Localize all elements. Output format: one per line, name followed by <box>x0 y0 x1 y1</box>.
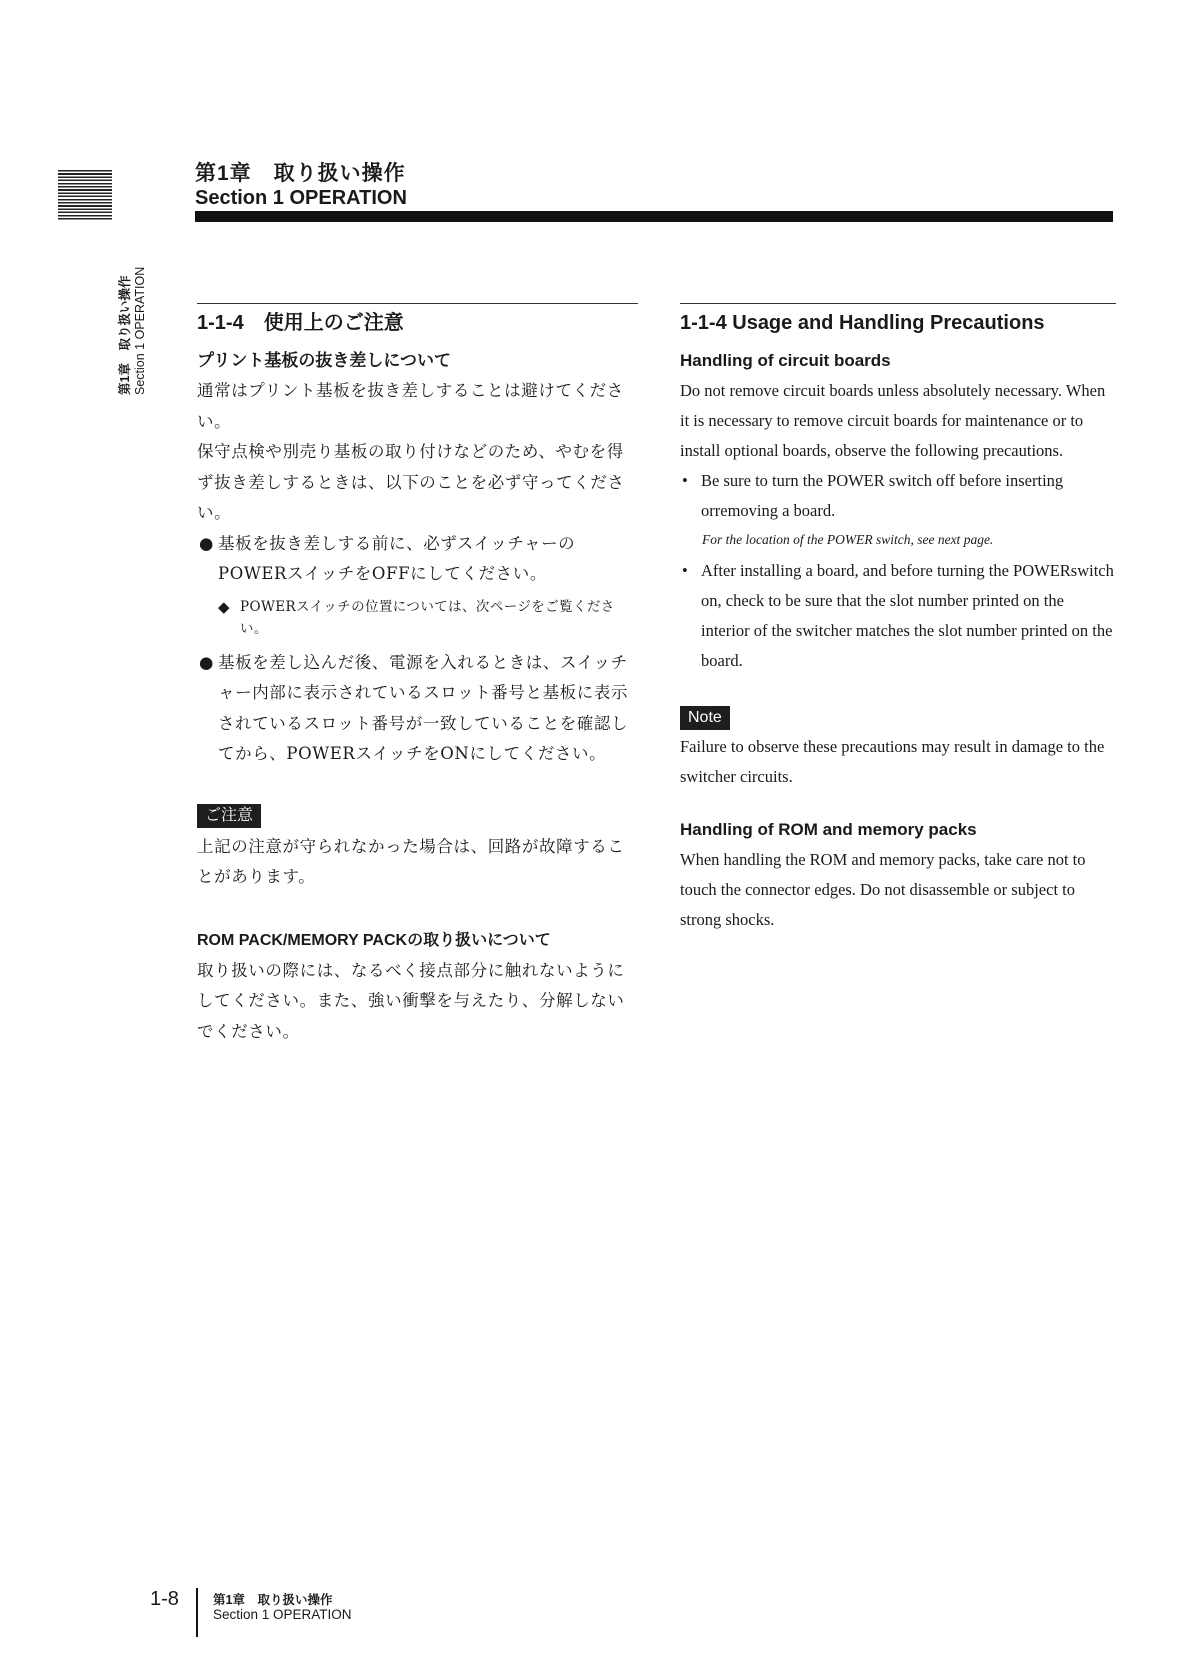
bullet-dot-icon: ● <box>199 652 214 672</box>
circuit-heading-en: Handling of circuit boards <box>680 351 891 370</box>
bullet-jp-1 <box>197 529 638 590</box>
bullet-dot-icon: • <box>682 561 688 580</box>
footer-chapter-jp: 第1章 取り扱い操作 <box>213 1593 333 1607</box>
english-column <box>680 303 1116 935</box>
side-section-label <box>118 240 148 395</box>
bullet-jp-1-text: 基板を抜き差しする前に、必ずスイッチャーのPOWERスイッチをOFFにしてください。 <box>218 533 576 583</box>
side-label-jp: 第1章 取り扱い操作 <box>118 275 132 395</box>
section-title-jp: 1-1-4 使用上のご注意 <box>197 312 404 334</box>
paragraph-jp-2: 保守点検や別売り基板の取り付けなどのため、やむを得ず抜き差しするときは、以下のことを必ず守ってください。 <box>197 442 625 522</box>
chapter-title-en: Section 1 OPERATION <box>195 187 407 209</box>
bullet-en-1-text: Be sure to turn the POWER switch off before inserting orremoving a board. <box>701 471 1064 520</box>
bullet-jp-1-reference <box>218 596 638 640</box>
chapter-title-jp: 第1章 取り扱い操作 <box>195 162 406 185</box>
japanese-column <box>197 303 638 1047</box>
header-rule <box>195 211 1113 222</box>
bullet-jp-1-reference-text: POWERスイッチの位置については、次ページをご覧ください。 <box>240 598 615 637</box>
note-badge: Note <box>680 706 730 730</box>
rom-heading-en: Handling of ROM and memory packs <box>680 820 977 839</box>
page-number: 1-8 <box>150 1588 179 1610</box>
footer-divider <box>196 1588 198 1637</box>
caution-text-jp: 上記の注意が守られなかった場合は、回路が故障することがあります。 <box>197 836 625 886</box>
circuit-heading-jp: プリント基板の抜き差しについて <box>197 351 451 370</box>
section-rule <box>680 303 1116 304</box>
bullet-en-1-reference: For the location of the POWER switch, see next page. <box>702 532 994 547</box>
bullet-jp-2-text: 基板を差し込んだ後、電源を入れるときは、スイッチャー内部に表示されているスロット番号と基板に表示されているスロット番号が一致していることを確認してから、POWERスイッチをONにしてください。 <box>218 652 629 763</box>
paragraph-jp-1: 通常はプリント基板を抜き差しすることは避けてください。 <box>197 381 624 431</box>
rom-heading-jp: ROM PACK/MEMORY PACKの取り扱いについて <box>197 931 551 949</box>
note-text-en: Failure to observe these precautions may result in damage to the switcher circuits. <box>680 737 1105 786</box>
diamond-icon: ◆ <box>218 597 230 616</box>
section-title-en: 1-1-4 Usage and Handling Precautions <box>680 312 1045 334</box>
caution-badge: ご注意 <box>197 804 261 828</box>
bullet-en-2-text: After installing a board, and before turning the POWERswitch on, check to be sure that the slot number printed on the interior of the switcher matches the slot number printed on the board. <box>701 561 1114 670</box>
side-label-en: Section 1 OPERATION <box>133 266 147 395</box>
section-thumb-tab <box>58 170 112 220</box>
section-rule <box>197 303 638 304</box>
bullet-jp-2 <box>197 648 638 770</box>
rom-text-jp: 取り扱いの際には、なるべく接点部分に触れないようにしてください。また、強い衝撃を与えたり、分解しないでください。 <box>197 960 625 1041</box>
bullet-dot-icon: • <box>682 471 688 490</box>
footer-chapter-en: Section 1 OPERATION <box>213 1607 352 1622</box>
bullet-dot-icon: ● <box>199 533 214 553</box>
bullet-en-2 <box>680 556 1116 676</box>
paragraph-en-1: Do not remove circuit boards unless absolutely necessary. When it is necessary to remove circuit boards for maintenance or to install optional boards, observe the following precautions. <box>680 381 1106 460</box>
rom-text-en: When handling the ROM and memory packs, take care not to touch the connector edges. Do not disassemble or subject to strong shocks. <box>680 850 1086 929</box>
bullet-en-1 <box>680 466 1116 526</box>
